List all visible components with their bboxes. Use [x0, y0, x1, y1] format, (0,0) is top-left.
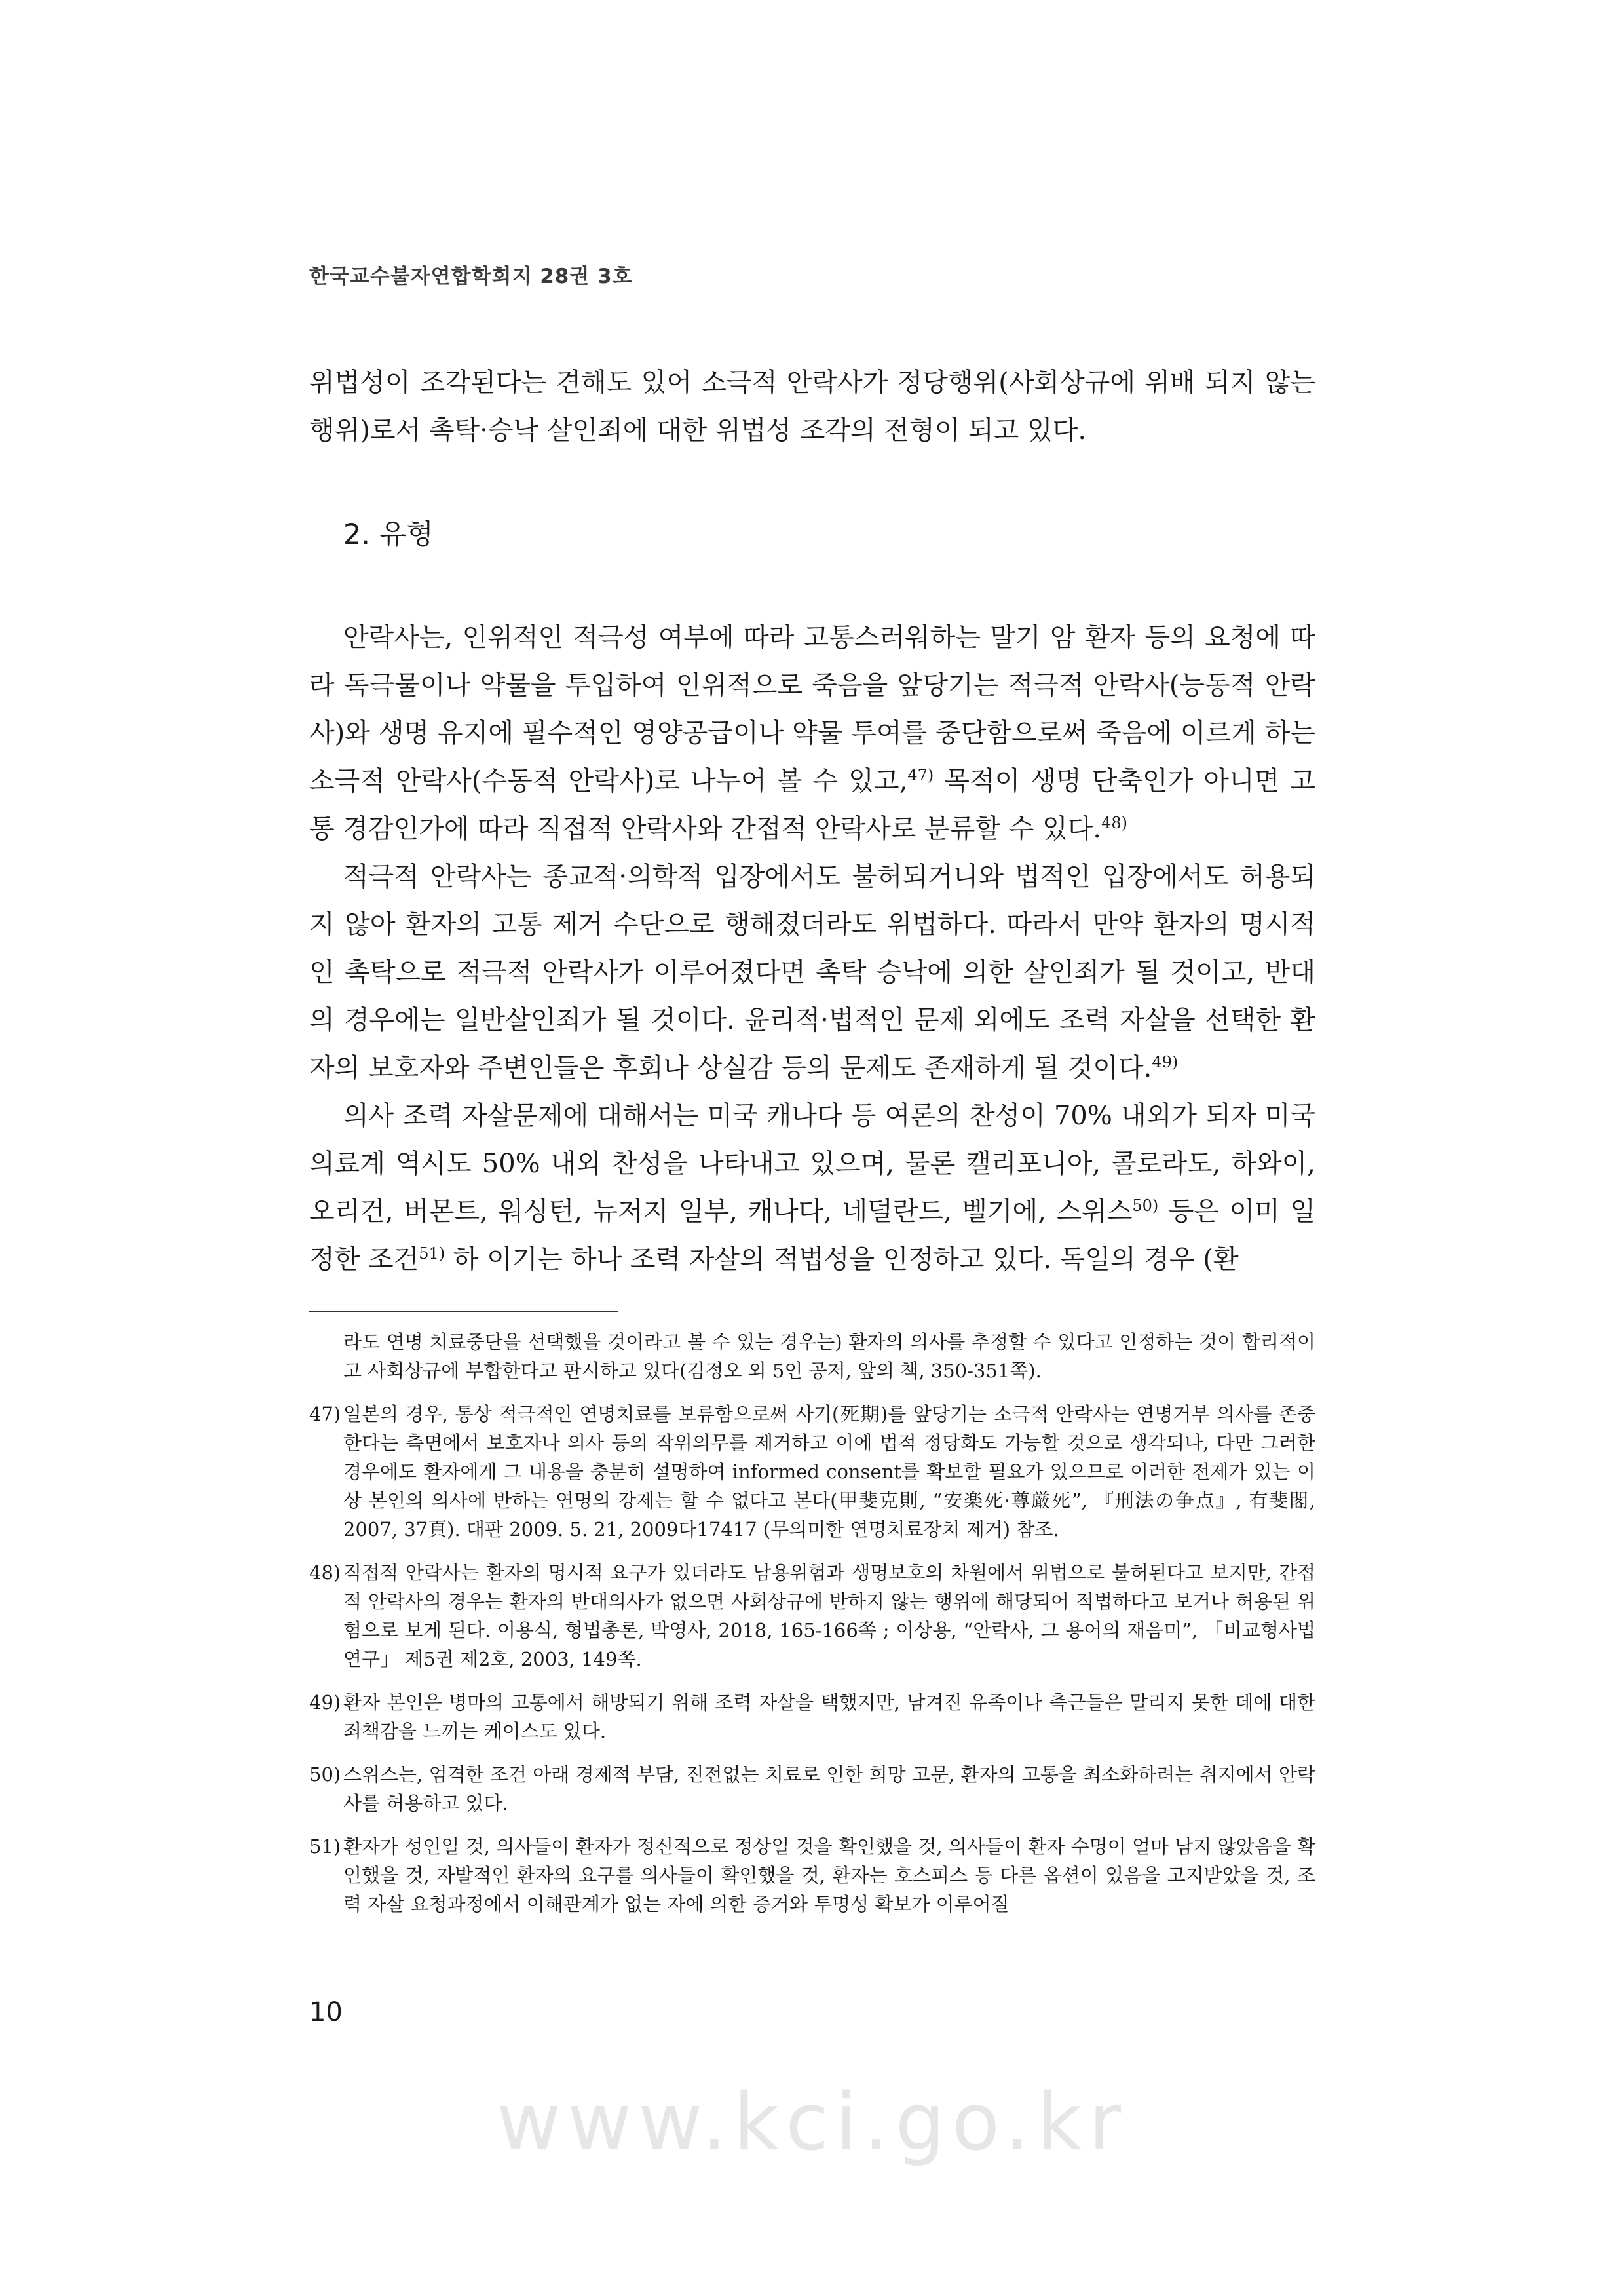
paragraph-2 — [309, 853, 1315, 1092]
page-number: 10 — [309, 1997, 343, 2027]
body-paragraph-continued — [309, 359, 1315, 455]
footnote-49 — [309, 1688, 1315, 1746]
footnote-text: 환자 본인은 병마의 고통에서 해방되기 위해 조력 자살을 택했지만, 남겨진 유족이나 측근들은 말리지 못한 데에 대한 죄책감을 느끼는 케이스도 있다. — [343, 1691, 1315, 1742]
footnote-48 — [309, 1558, 1315, 1674]
footnote-continued: 라도 연명 치료중단을 선택했을 것이라고 볼 수 있는 경우는) 환자의 의사를 추정할 수 있다고 인정하는 것이 합리적이고 사회상규에 부합한다고 판시하고 있다(김정오 외 5인 공저, 앞의 책, 350-351쪽). — [343, 1331, 1315, 1382]
footnote-text: 일본의 경우, 통상 적극적인 연명치료를 보류함으로써 사기(死期)를 앞당기는 소극적 안락사는 연명거부 의사를 존중한다는 측면에서 보호자나 의사 등의 작위의무를 제거하고 이에 법적 정당화도 가능할 것으로 생각되나, 다만 그러한 경우에도 환자에게 그 내용을 충분히 설명하여 informed consent를 확보할 필요가 있으므로 이러한 전제가 있는 이상 본인의 의사에 반하는 연명의 강제는 할 수 없다고 본다(甲斐克則, “安楽死·尊厳死”, 『刑法の争点』, 有斐閣, 2007, 37頁). 대판 2009. 5. 21, 2009다17417 (무의미한 연명치료장치 제거) 참조. — [343, 1403, 1315, 1540]
footnote-text: 스위스는, 엄격한 조건 아래 경제적 부담, 진전없는 치료로 인한 희망 고문, 환자의 고통을 최소화하려는 취지에서 안락사를 허용하고 있다. — [343, 1763, 1315, 1814]
footnote-number: 47) — [309, 1403, 341, 1425]
watermark: www.kci.go.kr — [497, 2077, 1127, 2168]
paragraph-0: 위법성이 조각된다는 견해도 있어 소극적 안락사가 정당행위(사회상규에 위배 되지 않는 행위)로서 촉탁·승낙 살인죄에 대한 위법성 조각의 전형이 되고 있다. — [309, 368, 1315, 446]
footnote-text: 직접적 안락사는 환자의 명시적 요구가 있더라도 남용위험과 생명보호의 차원에서 위법으로 불허된다고 보지만, 간접적 안락사의 경우는 환자의 반대의사가 없으면 사회상규에 반하지 않는 행위에 해당되어 적법하다고 보거나 허용된 위험으로 보게 된다. 이용식, 형법총론, 박영사, 2018, 165-166쪽 ; 이상용, “안락사, 그 용어의 재음미”, 「비교형사법연구」 제5권 제2호, 2003, 149쪽. — [343, 1561, 1315, 1670]
footnote-51 — [309, 1832, 1315, 1919]
footnote-text: 환자가 성인일 것, 의사들이 환자가 정신적으로 정상일 것을 확인했을 것, 의사들이 환자 수명이 얼마 남지 않았음을 확인했을 것, 자발적인 환자의 요구를 의사들이 확인했을 것, 환자는 호스피스 등 다른 옵션이 있음을 고지받았을 것, 조력 자살 요청과정에서 이해관계가 없는 자에 의한 증거와 투명성 확보가 이루어질 — [343, 1835, 1315, 1915]
footnote-number: 50) — [309, 1763, 341, 1786]
footnote-ref-51[interactable]: 51) — [419, 1244, 445, 1263]
body-text-block — [309, 614, 1315, 1284]
paragraph-1-text-a: 안락사는, 인위적인 적극성 여부에 따라 고통스러워하는 말기 암 환자 등의 요청에 따라 독극물이나 약물을 투입하여 인위적으로 죽음을 앞당기는 적극적 안락사(능동적 안락사)와 생명 유지에 필수적인 영양공급이나 약물 투여를 중단함으로써 죽음에 이르게 하는 소극적 안락사(수동적 안락사)로 나누어 볼 수 있고, — [309, 622, 1315, 796]
footnote-ref-50[interactable]: 50) — [1132, 1196, 1159, 1215]
paragraph-1 — [309, 614, 1315, 853]
paragraph-3-text-c: 하 이기는 하나 조력 자살의 적법성을 인정하고 있다. 독일의 경우 (환 — [445, 1244, 1239, 1274]
footnote-47 — [309, 1400, 1315, 1544]
section-heading: 2. 유형 — [343, 518, 434, 551]
footnote-number: 48) — [309, 1561, 341, 1584]
footnote-divider — [309, 1311, 618, 1312]
footnote-ref-49[interactable]: 49) — [1152, 1053, 1179, 1071]
footnote-ref-48[interactable]: 48) — [1101, 814, 1127, 832]
paragraph-3-text-b: 등은 이미 일정한 조건 — [309, 1196, 1315, 1274]
running-header: 한국교수불자연합학회지 28권 3호 — [309, 265, 633, 288]
paragraph-1-text-b: 목적이 생명 단축인가 아니면 고통 경감인가에 따라 직접적 안락사와 간접적 안락사로 분류할 수 있다. — [309, 766, 1315, 844]
footnotes — [309, 1328, 1315, 1933]
paragraph-3 — [309, 1092, 1315, 1284]
paragraph-2-text: 적극적 안락사는 종교적·의학적 입장에서도 불허되거니와 법적인 입장에서도 허용되지 않아 환자의 고통 제거 수단으로 행해졌더라도 위법하다. 따라서 만약 환자의 명시적인 촉탁으로 적극적 안락사가 이루어졌다면 촉탁 승낙에 의한 살인죄가 될 것이고, 반대의 경우에는 일반살인죄가 될 것이다. 윤리적·법적인 문제 외에도 조력 자살을 선택한 환자의 보호자와 주변인들은 후회나 상실감 등의 문제도 존재하게 될 것이다. — [309, 862, 1315, 1083]
footnote-number: 51) — [309, 1835, 341, 1858]
footnote-number: 49) — [309, 1691, 341, 1713]
footnote-ref-47[interactable]: 47) — [907, 766, 934, 784]
paragraph-3-text-a: 의사 조력 자살문제에 대해서는 미국 캐나다 등 여론의 찬성이 70% 내외가 되자 미국 의료계 역시도 50% 내외 찬성을 나타내고 있으며, 물론 캘리포니아, 콜로라도, 하와이, 오리건, 버몬트, 워싱턴, 뉴저지 일부, 캐나다, 네덜란드, 벨기에, 스위스 — [309, 1101, 1315, 1227]
footnote-50 — [309, 1760, 1315, 1818]
